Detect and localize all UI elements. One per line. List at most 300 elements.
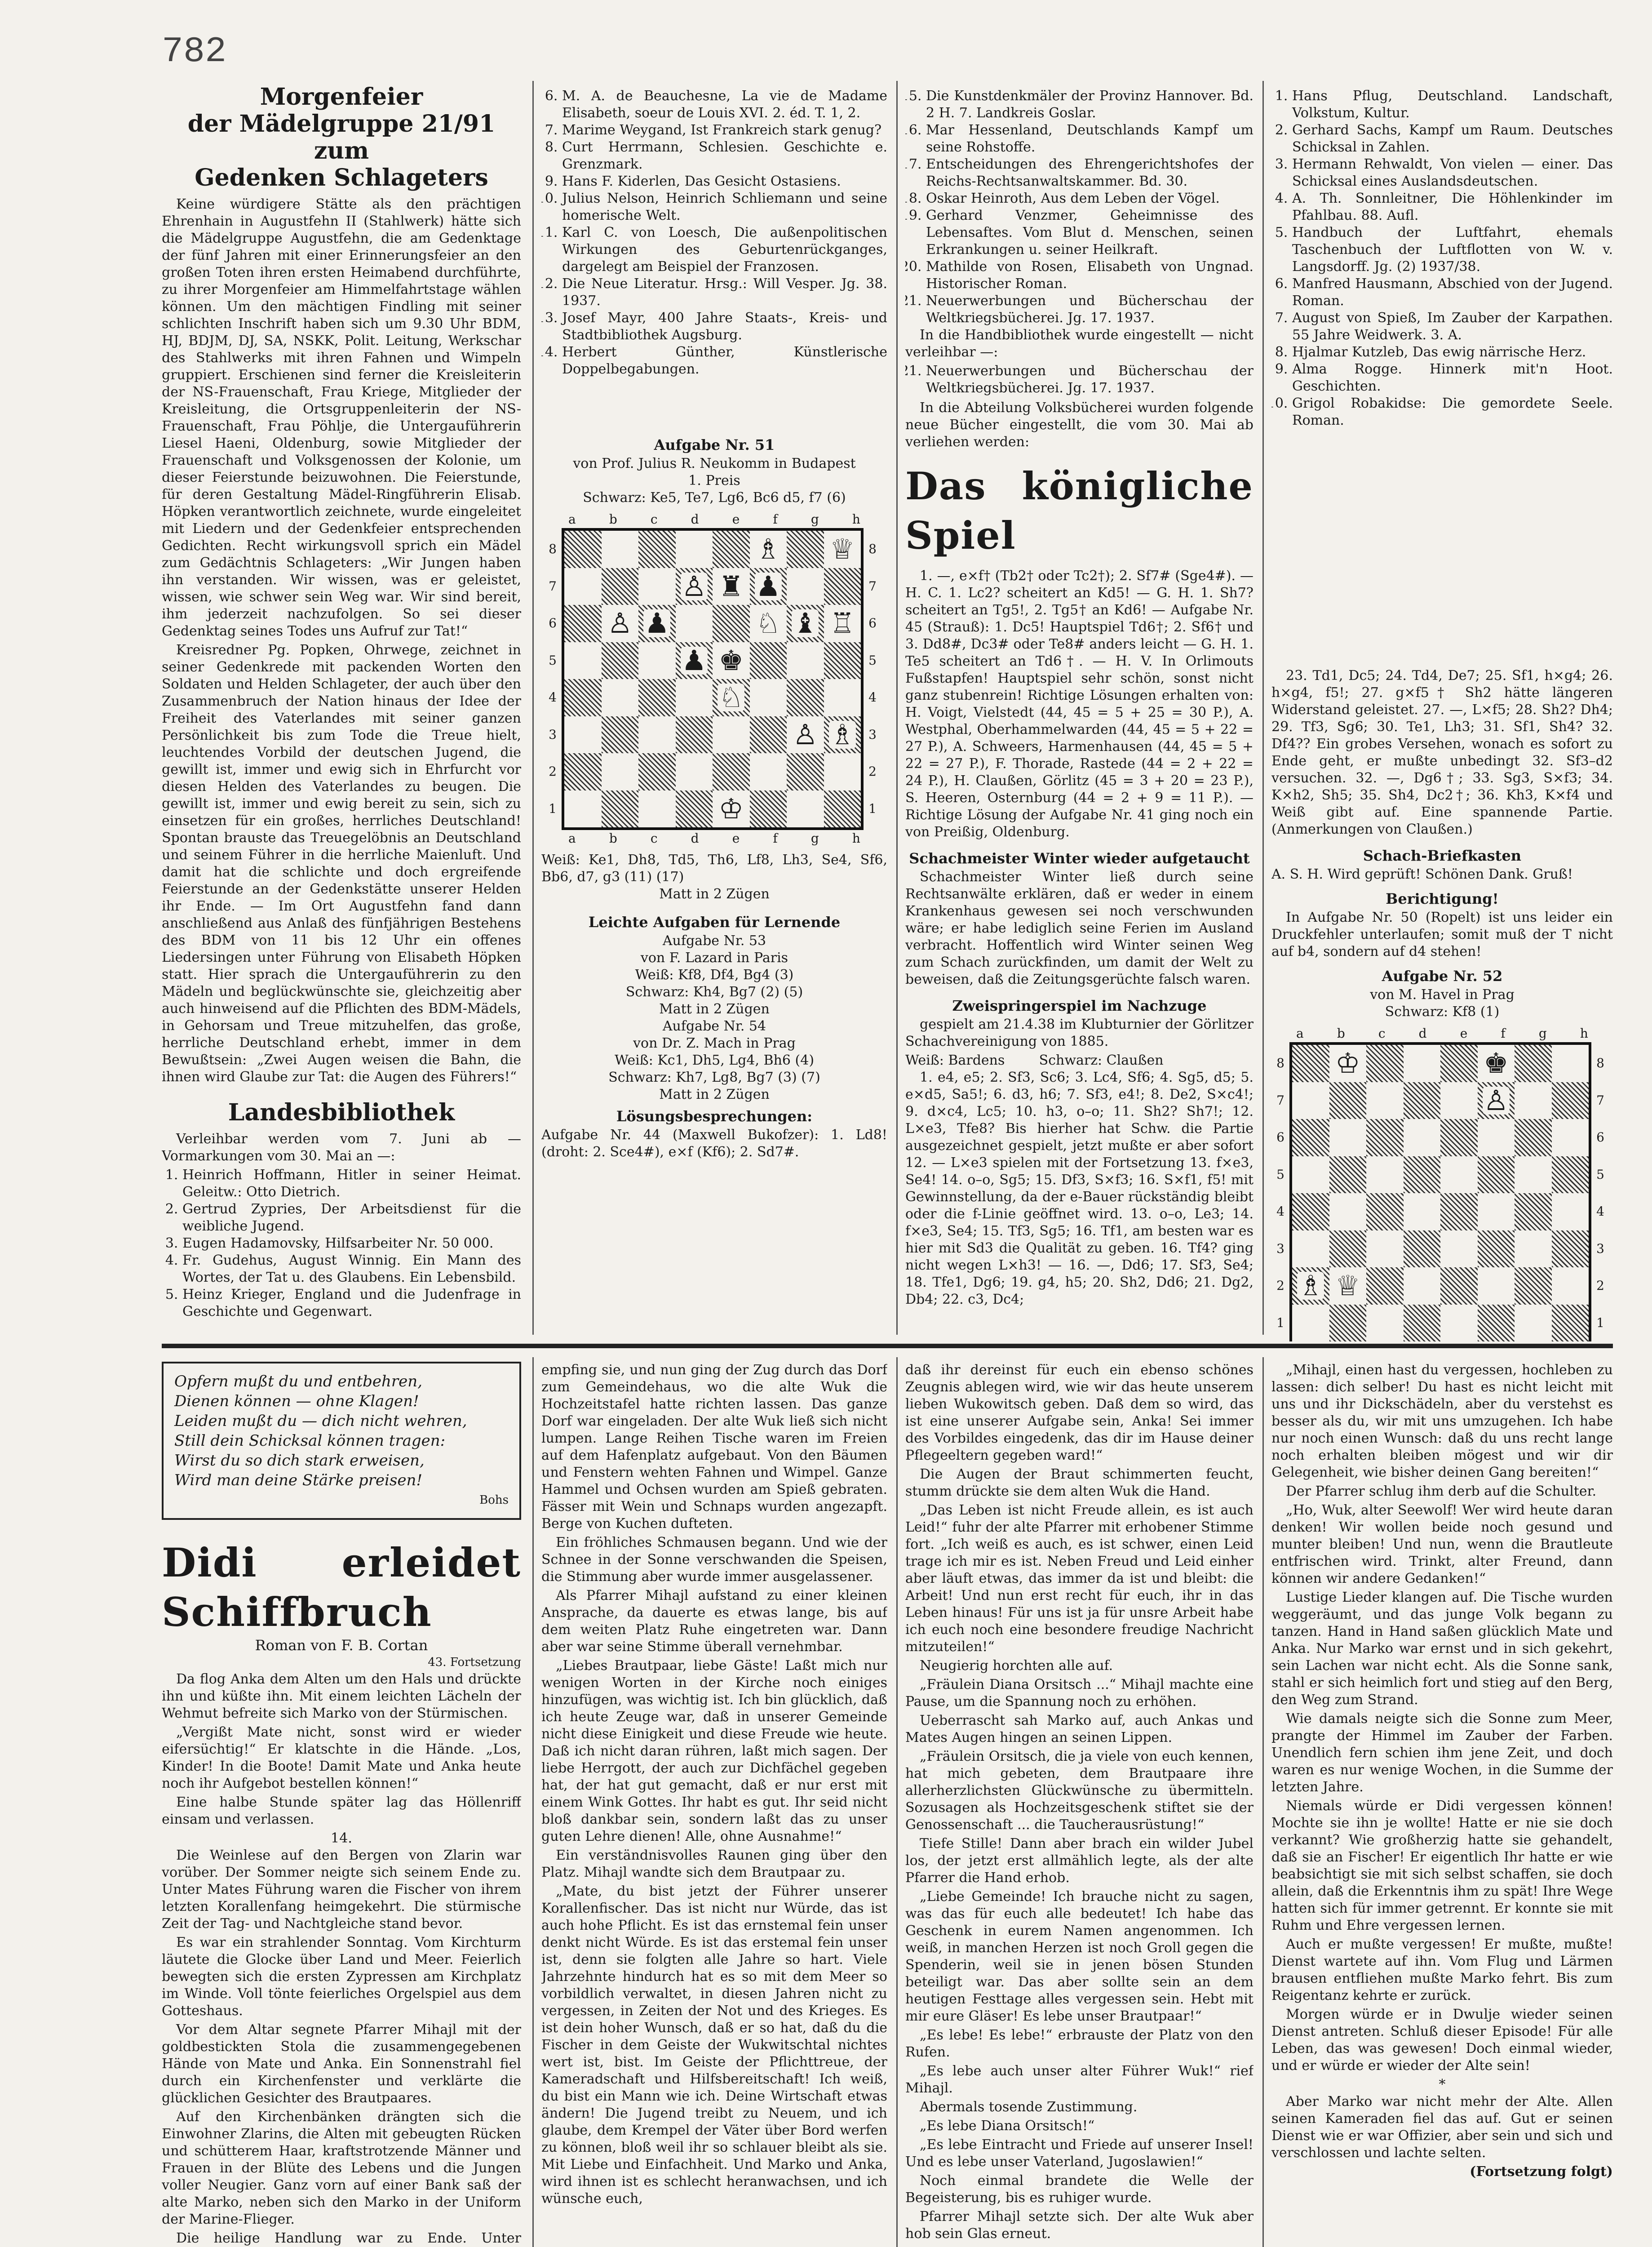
board-square-d1 [676, 790, 713, 828]
board-square-c1 [1366, 1305, 1404, 1342]
article-paragraph: Keine würdigere Stätte als den prächtigen Ehrenhain in Augustfehn II (Stahlwerk) hätte sich die Mädelgruppe Augustfehn, die am Gedenktage der fünf Jahren mit einer Erinnerungsfeier an den großen Toten ihren ersten Heimabend durchführte, zu ihrer Morgenfeier am Himmelfahrtstage wählen können. Um den mächtigen Findling mit seiner schlichten Inschrift haben sich um 9.30 Uhr BDM, HJ, BDJM, DJ, SA, NSKK, Polit. Leitung, Werkschar des Stahlwerks mit ihren Fahnen und Wimpeln gruppiert. Erschienen sind ferner die Kreisleiterin der NS-Frauenschaft, Frau Kriege, Mitglieder der Kreisleitung, die Ortsgruppenleiterin der NS-Frauenschaft, Frau Pöhlje, die Untergauführerin Liesel Haeni, Oldenburg, sowie Mitglieder der Frauenschaft und Volksgenossen der Kolonie, um dieser Feierstunde beizuwohnen. Die Feierstunde, für deren Gestaltung Mädel-Ringführerin Elisab. Höpken verantwortlich zeichnete, wurde eingeleitet mit Liedern und der Gedenkfeier entsprechenden Gedichten. Recht wirkungsvoll sprich ein Mädel zum Gedächtnis Schlageters: „Wir Jungen haben ihn verstanden. Wir wissen, was er geleistet, wissen, wie schwer sein Weg war. Wir sind bereit, ihm jederzeit nachzufolgen. So sei dieser Gedenktag seines Todes uns Aufruf zur Tat!“ [162, 196, 521, 639]
board-square-b6 [602, 605, 639, 642]
column-divider [896, 1357, 898, 2247]
board-square-g4 [1515, 1193, 1552, 1230]
board-square-d3 [676, 716, 713, 754]
board-square-f2 [750, 753, 787, 790]
column-divider [1262, 1357, 1264, 2247]
library-intro: Verleihbar werden vom 7. Juni ab — Vormarkungen vom 30. Mai an —: [162, 1131, 521, 1164]
problem-task: Matt in 2 Zügen [659, 886, 770, 902]
column-divider [532, 1357, 534, 2247]
novel-paragraph: Ein fröhliches Schmausen begann. Und wie der Schnee in der Sonne verschwanden die Speisen, die Stimmung aber wurde immer ausgelassener. [541, 1535, 887, 1585]
problem-title: Aufgabe Nr. 52 [1382, 968, 1503, 985]
board-square-h3 [824, 716, 861, 754]
board-square-f5 [1478, 1156, 1515, 1194]
novel-paragraph: „Fräulein Orsitsch, die ja viele von euch kennen, hat mich gebeten, dem Brautpaare ihre allerherzlichsten Glückwünsche zu übermitteln. Sozusagen als Hochzeitsgeschenk stiftet sie der Genossenschaft ... die Taucherausrüstung!“ [905, 1749, 1253, 1833]
list-item: 7. Marime Weygand, Ist Frankreich stark genug? [562, 122, 887, 139]
board-square-h2 [1552, 1267, 1589, 1305]
board-square-a6 [564, 605, 602, 642]
article-headline [162, 84, 521, 191]
problem-title: Aufgabe Nr. 51 [654, 436, 775, 453]
headline-line: der Mädelgruppe 21/91 zum [187, 110, 496, 164]
novel-column-3 [905, 1362, 1253, 2247]
board-square-c5 [1366, 1156, 1404, 1194]
novel-column-1 [162, 1362, 521, 2247]
board-square-g6 [787, 605, 824, 642]
board-square-g2 [787, 753, 824, 790]
winter-headline: Schachmeister Winter wieder aufgetaucht [909, 850, 1250, 867]
board-square-a2 [564, 753, 602, 790]
novel-paragraph: Es war ein strahlender Sonntag. Vom Kirchturm läutete die Glocke über Land und Meer. Feierlich bewegten sich die ersten Zypressen am Kirchplatz im Winde. Voll tönte feierliches Orgelspiel aus dem Gotteshaus. [162, 1935, 521, 2019]
board-square-g1 [1515, 1305, 1552, 1342]
novel-paragraph: „Ho, Wuk, alter Seewolf! Wer wird heute daran denken! Wir wollen beide noch gesund und munter bleiben! Und nun, wenn die Brautleute entfrischen wird. Trinkt, alter Freund, dann können wir andere Gedanken!“ [1271, 1502, 1613, 1586]
board-square-e7 [713, 568, 750, 605]
novel-paragraph: Vor dem Altar segnete Pfarrer Mihajl mit der goldbestickten Stola die zusammengegebenen Hände von Mate und Anka. Ein Sonnenstrahl fiel durch ein Kirchenfenster und verklärte die glücklichen Gesichter des Brautpaares. [162, 2022, 521, 2106]
board-square-c8 [638, 531, 676, 568]
novel-column-4 [1271, 1362, 1613, 2247]
poem-line: Leiden mußt du — dich nicht wehren, [174, 1412, 467, 1430]
novel-paragraph: „Fräulein Diana Orsitsch ...“ Mihajl machte eine Pause, um die Spannung noch zu erhöhen. [905, 1677, 1253, 1710]
board-square-b1 [602, 790, 639, 828]
board-square-h6 [824, 605, 861, 642]
problem-prize: 1. Preis [688, 473, 740, 488]
novel-paragraph: Auch er mußte vergessen! Er mußte, mußte! Dienst wartete auf ihn. Vom Flug und Lärmen brausen entfliehen mußte Marko fehrt. Bis zum Reigentanz kehrte er zurück. [1271, 1936, 1613, 2003]
list-item: 3. Eugen Hadamovsky, Hilfsarbeiter Nr. 50 000. [182, 1235, 521, 1252]
board-square-f7 [1478, 1082, 1515, 1119]
board-square-b6 [1329, 1119, 1367, 1156]
chess-piece-icon: ♙ [607, 607, 633, 640]
chess-piece-icon: ♖ [829, 607, 855, 640]
board-square-h2 [824, 753, 861, 790]
board-square-h1 [1552, 1305, 1589, 1342]
board-square-a5 [564, 642, 602, 679]
board-square-h7 [1552, 1082, 1589, 1119]
board-square-c7 [1366, 1082, 1404, 1119]
board-square-h5 [1552, 1156, 1589, 1194]
board-square-h6 [1552, 1119, 1589, 1156]
novel-paragraph: „Vergißt Mate nicht, sonst wird er wieder eifersüchtig!“ Er klatschte in die Hände. „Los, Kinder! In die Boote! Damit Mate und Anka heute noch ihr Aufgebot bestellen können!“ [162, 1724, 521, 1791]
board-square-h5 [824, 642, 861, 679]
board-square-g8 [1515, 1045, 1552, 1082]
novel-paragraph: „Es lebe Diana Orsitsch!“ [920, 2118, 1095, 2134]
board-square-g4 [787, 679, 824, 716]
board-square-a8 [564, 531, 602, 568]
board-square-c7 [638, 568, 676, 605]
board-file-labels: a b c d e f g h [1296, 1026, 1588, 1041]
solutions-title: Lösungsbesprechungen: [616, 1108, 813, 1125]
board-square-e6 [713, 605, 750, 642]
board-square-f1 [1478, 1305, 1515, 1342]
board-square-f8 [750, 531, 787, 568]
board-square-a5 [1292, 1156, 1329, 1194]
board-square-b8 [602, 531, 639, 568]
novel-paragraph: Die Augen der Braut schimmerten feucht, stumm drückte sie dem alten Wuk die Hand. [905, 1466, 1253, 1499]
board-square-e7 [1440, 1082, 1478, 1119]
board-square-b7 [1329, 1082, 1367, 1119]
board-square-f2 [1478, 1267, 1515, 1305]
chess-piece-icon: ♗ [1298, 1269, 1324, 1302]
column-divider [532, 81, 534, 1335]
list-item: 3. Hermann Rehwaldt, Von vielen — einer. Das Schicksal eines Auslandsdeutschen. [1292, 156, 1613, 190]
board-square-d7 [676, 568, 713, 605]
novel-paragraph: Neugierig horchten alle auf. [920, 1658, 1113, 1674]
board-square-h7 [824, 568, 861, 605]
novel-paragraph: Noch einmal brandete die Welle der Begeisterung, bis es ruhiger wurde. [905, 2173, 1253, 2206]
board-square-c6 [1366, 1119, 1404, 1156]
list-item: 8. Hjalmar Kutzleb, Das ewig närrische Herz. [1292, 344, 1613, 361]
solutions-text: Aufgabe Nr. 44 (Maxwell Bukofzer): 1. Ld8! (droht: 2. Sce4#), e×f (Kf6); 2. Sd7#. [541, 1127, 887, 1160]
board-square-f4 [1478, 1193, 1515, 1230]
column-divider [896, 81, 898, 1335]
list-item: 18. Oskar Heinroth, Aus dem Leben der Vögel. [926, 190, 1253, 207]
board-square-e3 [713, 716, 750, 754]
board-square-e3 [1440, 1230, 1478, 1268]
mailbox-title: Schach-Briefkasten [1363, 847, 1522, 864]
column-4 [1271, 88, 1613, 1341]
novel-paragraph: Da flog Anka dem Alten um den Hals und drückte ihn und küßte ihn. Mit einem leichten Lächeln der Wehmut befreite sich Marko von der Stürmischen. [162, 1671, 521, 1721]
board-square-h8 [824, 531, 861, 568]
board-rank-labels: 8 7 6 5 4 3 2 1 [549, 542, 557, 816]
poem-line: Still dein Schicksal können tragen: [174, 1432, 446, 1450]
novel-paragraph: „Liebes Brautpaar, liebe Gäste! Laßt mich nur wenigen Worten in der Kirche noch einiges hinzufügen, was wichtig ist. Ich bin glücklich, daß ich heute Zeuge war, daß in unserer Gemeinde nicht diese Einigkeit und diese Freude wie heute. Daß ich nicht daran rühren, laßt mich sagen. Der liebe Herrgott, der auch zur Dichfächel gegeben hat, der hat gut gemacht, daß er nur erst mit einem Wink Gottes. Ihr habt es gut. Ihr seid nicht bloß dankbar sein, sondern laßt das zu unser guten Lehre dienen! Alle, ohne Ausnahme!“ [541, 1658, 887, 1844]
column-1 [162, 81, 521, 1339]
list-item: 13. Josef Mayr, 400 Jahre Staats-, Kreis- und Stadtbibliothek Augsburg. [562, 310, 887, 344]
list-item: 14. Herbert Günther, Künstlerische Doppelbegabungen. [562, 344, 887, 378]
novel-paragraph: Als Pfarrer Mihajl aufstand zu einer kleinen Ansprache, da dauerte es etwas lange, bis auf dem weiten Platz Ruhe eingetreten war. Dann aber war seine Stimme überall vernehmbar. [541, 1588, 887, 1655]
board-square-a3 [1292, 1230, 1329, 1268]
problem-black: Schwarz: Kf8 (1) [1385, 1004, 1500, 1020]
board-square-a7 [564, 568, 602, 605]
library-note: In die Abteilung Volksbücherei wurden folgende neue Bücher eingestellt, die vom 30. Mai ab verliehen werden: [905, 400, 1253, 450]
board-square-d6 [1404, 1119, 1441, 1156]
list-item: 1. Hans Pflug, Deutschland. Landschaft, Volkstum, Kultur. [1292, 88, 1613, 122]
board-square-a6 [1292, 1119, 1329, 1156]
board-square-d5 [1404, 1156, 1441, 1194]
board-square-c1 [638, 790, 676, 828]
board-square-f8 [1478, 1045, 1515, 1082]
list-item: 1. Heinrich Hoffmann, Hitler in seiner Heimat. Geleitw.: Otto Dietrich. [182, 1167, 521, 1201]
board-square-b7 [602, 568, 639, 605]
board-square-d1 [1404, 1305, 1441, 1342]
board-square-c8 [1366, 1045, 1404, 1082]
board-file-labels: a b c d e f g h [568, 831, 860, 846]
list-item: 17. Entscheidungen des Ehrengerichtshofes der Reichs-Rechtsanwaltskammer. Bd. 30. [926, 156, 1253, 190]
board-square-b3 [602, 716, 639, 754]
list-item: 4. A. Th. Sonnleitner, Die Höhlenkinder im Pfahlbau. 88. Aufl. [1292, 190, 1613, 224]
board-square-b5 [602, 642, 639, 679]
problem-line: Weiß: Kc1, Dh5, Lg4, Bh6 (4) [614, 1052, 815, 1068]
board-square-h1 [824, 790, 861, 828]
board-square-d4 [1404, 1193, 1441, 1230]
chess-piece-icon: ♟ [681, 644, 707, 677]
board-square-a2 [1292, 1267, 1329, 1305]
chess-piece-icon: ♘ [718, 681, 744, 714]
library-headline: Landesbibliothek [228, 1099, 455, 1126]
board-square-e4 [1440, 1193, 1478, 1230]
headline-line: Gedenken Schlageters [195, 164, 488, 191]
novel-paragraph: Der Pfarrer schlug ihm derb auf die Schulter. [1286, 1483, 1597, 1499]
list-item: 6. Manfred Hausmann, Abschied von der Jugend. Roman. [1292, 275, 1613, 310]
board-square-g1 [787, 790, 824, 828]
board-square-d8 [676, 531, 713, 568]
chess-piece-icon: ♙ [1483, 1084, 1509, 1117]
chapter-number: 14. [331, 1830, 352, 1846]
library-list [162, 1167, 521, 1320]
library-list [1271, 88, 1613, 429]
board-square-f6 [1478, 1119, 1515, 1156]
list-item: 21. Neuerwerbungen und Bücherschau der Weltkriegsbücherei. Jg. 17. 1937. [926, 363, 1253, 397]
page-number: 782 [162, 31, 227, 72]
chess-piece-icon: ♝ [793, 607, 818, 640]
chess-piece-icon: ♗ [829, 718, 855, 751]
problem-53 [541, 933, 887, 1018]
board-square-f6 [750, 605, 787, 642]
board-rank-labels: 8 7 6 5 4 3 2 1 [1276, 1056, 1284, 1330]
list-item: 15. Die Kunstdenkmäler der Provinz Hannover. Bd. 2 H. 7. Landkreis Goslar. [926, 88, 1253, 122]
novel-paragraph: „Es lebe! Es lebe!“ erbrauste der Platz von den Rufen. [905, 2027, 1253, 2060]
poem-line: Dienen können — ohne Klagen! [174, 1392, 419, 1410]
poem-author: Bohs [479, 1493, 509, 1507]
list-item: 2. Gertrud Zypries, Der Arbeitsdienst für die weibliche Jugend. [182, 1201, 521, 1235]
board-square-d4 [676, 679, 713, 716]
chess-piece-icon: ♚ [718, 644, 744, 677]
board-square-c2 [1366, 1267, 1404, 1305]
library-note: In die Handbibliothek wurde eingestellt — nicht verleihbar —: [905, 327, 1253, 360]
board-square-a4 [564, 679, 602, 716]
board-square-b5 [1329, 1156, 1367, 1194]
list-item: 21. Neuerwerbungen und Bücherschau der Weltkriegsbücherei. Jg. 17. 1937. [926, 293, 1253, 327]
headline-line: Morgenfeier [260, 83, 423, 111]
novel-paragraph: Eine halbe Stunde später lag das Höllenriff einsam und verlassen. [162, 1794, 521, 1827]
library-list [905, 88, 1253, 327]
board-square-f3 [750, 716, 787, 754]
novel-paragraph: „Es lebe Eintracht und Friede auf unserer Insel! Und es lebe unser Vaterland, Jugoslawien!“ [905, 2137, 1253, 2170]
problem-line: Aufgabe Nr. 54 [662, 1018, 766, 1034]
chess-piece-icon: ♟ [755, 569, 781, 603]
board-square-a1 [564, 790, 602, 828]
board-square-e6 [1440, 1119, 1478, 1156]
board-square-a7 [1292, 1082, 1329, 1119]
column-2 [541, 88, 887, 1341]
problem-line: Schwarz: Kh7, Lg8, Bg7 (3) (7) [608, 1070, 820, 1085]
novel-paragraph: Wie damals neigte sich die Sonne zum Meer, prangte der Himmel im Zauber der Farben. Unendlich fern schien ihm jene Zeit, und doch waren es nur wenige Wochen, in die Summe der letzten Jahre. [1271, 1711, 1613, 1795]
section-break: * [1439, 2077, 1446, 2092]
board-square-c6 [638, 605, 676, 642]
board-rank-labels: 8 7 6 5 4 3 2 1 [1596, 1056, 1604, 1330]
poem-line: Wird man deine Stärke preisen! [174, 1471, 423, 1489]
list-item: 4. Fr. Gudehus, August Winnig. Ein Mann des Wortes, der Tat u. des Glaubens. Ein Lebensbild. [182, 1252, 521, 1286]
board-square-g6 [1515, 1119, 1552, 1156]
board-square-e2 [1440, 1267, 1478, 1305]
board-square-a8 [1292, 1045, 1329, 1082]
board-square-c5 [638, 642, 676, 679]
board-square-h4 [824, 679, 861, 716]
novel-paragraph: „Mate, du bist jetzt der Führer unserer Korallenfischer. Das ist nicht nur Würde, das ist auch hohe Pflicht. Es ist das ernstemal fein unser denkt nicht Würde. Es ist das erstemal fein unser ist, denn sie folgten alle Jahre so hart. Viele Jahrzehnte hindurch hat es so mit dem Meer so vorbildlich verwaltet, in diesen Jahren nicht zu vergessen, in Zeiten der Not und des Krieges. Es ist dein hoher Wunsch, daß er so hat, daß du die Fischer in dem Geiste der Wukwitschtal nichtes wert ist, bist. Im Geiste der Pflichttreue, der Kameradschaft und Hilfsbereitschaft! Ich weiß, du bist ein Mann wie ich. Deine Wirtschaft etwas ändern! Die Jugend treibt zu Neuem, und ich glaube, dem Krempel der Väter über Bord werfen zu können, bloß weil ihr so schlauer bleibt als sie. Mit Liebe und Einfachheit. Und Marko und Anka, wird ihnen ist es schlecht heranwachsen, und ich wünsche euch, [541, 1883, 887, 2207]
board-square-c3 [638, 716, 676, 754]
novel-paragraph: Ueberrascht sah Marko auf, auch Ankas und Mates Augen hingen an seinen Lippen. [905, 1713, 1253, 1745]
problem-54 [541, 1018, 887, 1103]
novel-paragraph: Aber Marko war nicht mehr der Alte. Allen seinen Kameraden fiel das auf. Gut er seinen Dienst wie er war Offizier, aber sein und sich und verschlossen und lachte selten. [1271, 2094, 1613, 2161]
list-item: 10. Grigol Robakidse: Die gemordete Seele. Roman. [1292, 395, 1613, 429]
board-file-labels: a b c d e f g h [568, 512, 860, 527]
mailbox-text: A. S. H. Wird geprüft! Schönen Dank. Gruß! [1271, 866, 1573, 882]
novel-paragraph: Die Weinlese auf den Bergen von Zlarin war vorüber. Der Sommer neigte sich seinem Ende zu. Unter Mates Führung waren die Fischer von ihrem letzten Korallenfang heimgekehrt. Die stürmische Zeit der Tag- und Nachtgleiche stand bevor. [162, 1847, 521, 1932]
section-divider [162, 1344, 1613, 1348]
board-square-b2 [1329, 1267, 1367, 1305]
list-item: 5. Heinz Krieger, England und die Judenfrage in Geschichte und Gegenwart. [182, 1286, 521, 1320]
novel-paragraph: Abermals tosende Zustimmung. [920, 2099, 1138, 2115]
library-list [905, 363, 1253, 397]
board-rank-labels: 8 7 6 5 4 3 2 1 [868, 542, 877, 816]
board-square-a1 [1292, 1305, 1329, 1342]
board-square-g5 [787, 642, 824, 679]
chess-piece-icon: ♘ [755, 607, 781, 640]
board-square-b4 [602, 679, 639, 716]
novel-paragraph: Lustige Lieder klangen auf. Die Tische wurden weggeräumt, und das junge Volk begann zu tanzen. Hand in Hand saßen glücklich Mate und Anka. Nur Marko war ernst und in sich gekehrt, sein Lachen war nicht echt. Als die Sonne sank, stahl er sich heimlich fort und stieg auf den Berg, den Weg zum Strand. [1271, 1590, 1613, 1708]
list-item: 16. Mar Hessenland, Deutschlands Kampf um seine Rohstoffe. [926, 122, 1253, 156]
board-square-e1 [1440, 1305, 1478, 1342]
chess-piece-icon: ♙ [681, 569, 707, 603]
chess-board-52 [1271, 1025, 1613, 1341]
board-square-e8 [1440, 1045, 1478, 1082]
list-item: 5. Handbuch der Luftfahrt, ehemals Taschenbuch der Luftflotten von W. v. Langsdorff. Jg. (2) 1937/38. [1292, 224, 1613, 275]
problem-line: Aufgabe Nr. 53 [662, 933, 766, 949]
problem-black: Schwarz: Ke5, Te7, Lg6, Bc6 d5, f7 (6) [583, 490, 846, 506]
poem-line: Wirst du so dich stark erweisen, [174, 1452, 425, 1470]
chess-piece-icon: ♟ [644, 607, 670, 640]
poem-box [162, 1362, 521, 1520]
board-square-d6 [676, 605, 713, 642]
board-square-e2 [713, 753, 750, 790]
board-square-f1 [750, 790, 787, 828]
board-square-f7 [750, 568, 787, 605]
chess-board [1289, 1042, 1591, 1341]
problem-author: von Prof. Julius R. Neukomm in Budapest [573, 456, 856, 471]
poem-line: Opfern mußt du und entbehren, [174, 1372, 423, 1390]
board-square-a3 [564, 716, 602, 754]
board-square-e5 [713, 642, 750, 679]
novel-paragraph: empfing sie, und nun ging der Zug durch das Dorf zum Gemeindehaus, wo die alte Wuk die Hochzeitstafel hatte richten lassen. Das ganze Dorf war eingeladen. Der alte Wuk ließ sich nicht lumpen. Lange Reihen Tische waren im Freien auf dem Hafenplatz aufgebaut. Von den Bäumen und Fenstern wehten Fahnen und Wimpel. Ganze Hammel und Ochsen wurden am Spieß gebraten. Fässer mit Wein und Schnaps wurden angezapft. Berge von Kuchen dufteten. [541, 1362, 887, 1532]
novel-paragraph: Auf den Kirchenbänken drängten sich die Einwohner Zlarins, die Alten mit gebeugten Rücken und schütterem Haar, kraftstrotzende Männer und Frauen in der Blüte des Lebens und die Jungen voller Neugier. Ganz vorn auf einer Bank saß der alte Marko, neben sich den Marko in der Uniform der Marine-Flieger. [162, 2109, 521, 2227]
novel-paragraph: „Das Leben ist nicht Freude allein, es ist auch Leid!“ fuhr der alte Pfarrer mit erhobener Stimme fort. „Ich weiß es auch, es ist schwer, einen Leid trage ich mir es ist. Neben Freud und Leid einher aber läuft etwas, das immer da ist und bleibt: die Arbeit! Und nun erst recht für euch, ihr in das Leben hinaus! Für uns ist ja für unsre Arbeit habe ich euch noch eine besondere freudige Nachricht mitzuteilen!“ [905, 1502, 1253, 1655]
game-players: Weiß: Bardens Schwarz: Claußen [905, 1052, 1164, 1068]
problem-line: Matt in 2 Zügen [659, 1087, 770, 1102]
list-item: 7. August von Spieß, Im Zauber der Karpathen. 55 Jahre Weidwerk. 3. A. [1292, 310, 1613, 344]
novel-paragraph: „Es lebe auch unser alter Führer Wuk!“ rief Mihajl. [905, 2063, 1253, 2096]
problem-line: Matt in 2 Zügen [659, 1001, 770, 1017]
list-item: 20. Mathilde von Rosen, Elisabeth von Ungnad. Historischer Roman. [926, 258, 1253, 293]
chess-piece-icon: ♔ [1335, 1047, 1360, 1080]
chess-game-continuation: 23. Td1, Dc5; 24. Td4, De7; 25. Sf1, h×g4; 26. h×g4, f5!; 27. g×f5† Sh2 hätte längeren Widerstand geleistet. 27. —, L×f5; 28. Sh2? Dh4; 29. Tf3, Sg6; 30. Te1, Lh3; 31. Sf1, Sh4? 32. Df4?? Ein grobes Versehen, wonach es sofort zu Ende geht, er mußte unbedingt 32. Sf3–d2 versuchen. 32. —, Dg6†; 33. Sg3, S×f3; 34. K×h2, Sh5; 35. Sh4, Dc2†; 36. Kh3, K×f4 und Weiß gibt auf. Eine spannende Partie. (Anmerkungen von Claußen.) [1271, 668, 1613, 837]
chess-piece-icon: ♚ [1483, 1047, 1509, 1080]
game-moves: 1. e4, e5; 2. Sf3, Sc6; 3. Lc4, Sf6; 4. Sg5, d5; 5. e×d5, Sa5!; 6. d3, h6; 7. Sf3, e4!; 8. De2, S×c4!; 9. d×c4, Lc5; 10. h3, o–o; 11. Sh2? Sh7!; 12. L×e3, Tfe8? Bis hierher hat Schw. die Partie ausgezeichnet gespielt, jetzt mußte er aber sofort 12. — L×e3 spielen mit der Fortsetzung 13. f×e3, Se4! 14. o–o, Sg5; 15. Df3, S×f3; 16. S×f1, f5! mit Gewinnstellung, da der e-Bauer rückständig bleibt oder die f-Linie geöffnet wird. 13. o–o, Le3; 14. f×e3, Se4; 15. Tf3, Sg5; 16. Tf1, am besten war es hier mit Sd3 die Qualität zu geben. 16. Tf4? ging nicht wegen L×h3! — 16. —, Dd6; 17. Sf3, Se4; 18. Tfe1, Dg6; 19. g4, h5; 20. Sh2, Dd6; 21. Dg2, Db4; 22. c3, Dc4; [905, 1070, 1253, 1307]
novel-paragraph: Ein verständnisvolles Raunen ging über den Platz. Mihajl wandte sich dem Brautpaar zu. [541, 1847, 887, 1880]
problem-line: Weiß: Kf8, Df4, Bg4 (3) [635, 967, 794, 983]
list-item: 11. Karl C. von Loesch, Die außenpolitischen Wirkungen des Geburtenrückganges, dargelegt am Beispiel der Franzosen. [562, 224, 887, 275]
novel-continuation: 43. Fortsetzung [428, 1656, 521, 1669]
novel-paragraph: Morgen würde er in Dwulje wieder seinen Dienst antreten. Schluß dieser Episode! Für alle Leben, das was gewesen! Doch einmal wieder, und er würde er wieder der Alte sein! [1271, 2007, 1613, 2074]
chess-piece-icon: ♗ [755, 533, 781, 566]
list-item: 19. Gerhard Venzmer, Geheimnisse des Lebensaftes. Vom Blut d. Menschen, seinen Erkrankungen u. seiner Heilkraft. [926, 207, 1253, 258]
column-divider [1262, 81, 1264, 1335]
problem-line: Schwarz: Kh4, Bg7 (2) (5) [625, 984, 803, 1000]
board-square-d7 [1404, 1082, 1441, 1119]
board-square-b1 [1329, 1305, 1367, 1342]
board-square-g8 [787, 531, 824, 568]
novel-paragraph: „Liebe Gemeinde! Ich brauche nicht zu sagen, was das für euch alle bedeutet! Ich habe das Geschenk in eurem Namen angenommen. Ich weiß, in manchen Herzen ist noch Groll gegen die Spenderin, weil sie in jenen bösen Stunden beteiligt war. Das aber sollte sein an dem heutigen Festtage alles vergessen sein. Hebt mit mir eure Gläser! Es lebe unser Brautpaar!“ [905, 1889, 1253, 2024]
board-square-g5 [1515, 1156, 1552, 1194]
list-item: 2. Gerhard Sachs, Kampf um Raum. Deutsches Schicksal in Zahlen. [1292, 122, 1613, 156]
list-item: 9. Alma Rogge. Hinnerk mit'n Hoot. Geschichten. [1292, 361, 1613, 395]
board-square-d2 [1404, 1267, 1441, 1305]
novel-byline: Roman von F. B. Cortan [255, 1637, 428, 1654]
chess-piece-icon: ♕ [829, 533, 855, 566]
novel-paragraph: Tiefe Stille! Dann aber brach ein wilder Jubel los, der jetzt erst allmählich legte, als der alte Pfarrer die Hand erhob. [905, 1836, 1253, 1886]
board-square-g7 [1515, 1082, 1552, 1119]
library-list [541, 88, 887, 378]
novel-paragraph: „Mihajl, einen hast du vergessen, hochleben zu lassen: dich selber! Du hast es nicht leicht mit uns und ihr Dickschädeln, aber du verstehst es besser als du, wir mit uns umzugehen. Ich habe nur noch einen Wunsch: daß du uns recht lange noch erhalten bleiben mögest und wir dir Gelegenheit, wie bisher deinen Gang bereiten!“ [1271, 1362, 1613, 1480]
board-square-h3 [1552, 1230, 1589, 1268]
board-square-h4 [1552, 1193, 1589, 1230]
article-paragraph: Kreisredner Pg. Popken, Ohrwege, zeichnet in seiner Gedenkrede mit packenden Worten den Soldaten und Helden Schlageter, der auch über den Zusammenbruch der Nation hinaus der Idee der Freiheit des Vaterlandes mit seiner ganzen Persönlichkeit bis zum Tode die Treue hielt, leuchtendes Vorbild der deutschen Jugend, die gewillt ist, immer und ewig sich in Ehrfurcht vor diesen Helden des Vaterlandes zu beugen. Die gewillt ist, immer und ewig bereit zu sein, sich zu einsetzen für ein großes, herrliches Deutschland! Spontan brauste das Treuegelöbnis an Deutschland und seinem Führer in die herrliche Maienluft. Und damit hat die schlichte und doch ergreifende Feierstunde an der Gedenkstätte unserer Helden ihr Ende. — Im Ort Augustfehn fand dann anschließend aus Anlaß des fünfjährigen Bestehens des BDM von 11 bis 12 Uhr ein offenes Liedersingen unter Führung von Elisabeth Höpken statt. Hier sprach die Untergauführerin zu den Mädeln und beglückwünschte sie, gleichzeitig aber auch hinweisend auf die Pflichten des BDM-Mädels, in Gehorsam und Treue mitzuhelfen, das große, herrliche Deutschland erhebt, immer in dem Bewußtsein: „Zwei Augen weisen die Bahn, die ihnen wird Glaube zur Tat: die Augen des Führers!“ [162, 642, 521, 1085]
chess-board [562, 528, 864, 830]
board-square-g3 [1515, 1230, 1552, 1268]
chess-board-51 [544, 511, 885, 847]
board-square-e4 [713, 679, 750, 716]
board-square-d3 [1404, 1230, 1441, 1268]
board-square-d2 [676, 753, 713, 790]
board-square-f3 [1478, 1230, 1515, 1268]
chess-piece-icon: ♔ [718, 792, 744, 825]
board-square-c4 [638, 679, 676, 716]
board-square-c4 [1366, 1193, 1404, 1230]
board-square-e5 [1440, 1156, 1478, 1194]
chess-piece-icon: ♕ [1335, 1269, 1360, 1302]
to-be-continued: (Fortsetzung folgt) [1470, 2164, 1613, 2180]
column-3 [905, 88, 1253, 1341]
correction-title: Berichtigung! [1386, 890, 1499, 907]
chess-piece-icon: ♙ [793, 718, 818, 751]
list-item: 8. Curt Herrmann, Schlesien. Geschichte e. Grenzmark. [562, 139, 887, 173]
list-item: 12. Die Neue Literatur. Hrsg.: Will Vesper. Jg. 38. 1937. [562, 275, 887, 310]
problem-white: Weiß: Ke1, Dh8, Td5, Th6, Lf8, Lh3, Se4, Sf6, Bb6, d7, g3 (11) (17) [541, 852, 887, 885]
board-square-f4 [750, 679, 787, 716]
problem-author: von M. Havel in Prag [1370, 987, 1515, 1003]
chess-solutions: 1. —, e×f† (Tb2† oder Tc2†); 2. Sf7# (Sge4#). — H. C. 1. Lc2? scheitert an Kd5! — G. H. 1. Sh7? scheitert an Tg5!, 2. Tg5† an Kd6! — Aufgabe Nr. 45 (Strauß): 1. Dc5! Hauptspiel Td6†; 2. Sf6† und 3. Dd8#, Dc3# oder Te8# anders leicht — G. H. 1. Te5 scheitert an Td6†. — H. V. In Orlimouts Fußstapfen! Hauptspiel sehr schön, sonst nicht ganz stubenrein! Richtige Lösungen erhalten von: H. Voigt, Vielstedt (44, 45 = 5 + 25 = 30 P.), A. Westphal, Oberhammelwarden (44, 45 = 5 + 22 = 27 P.), A. Schweers, Harmenhausen (44, 45 = 5 + 22 = 27 P.), F. Thorade, Rastede (44 = 2 + 22 = 24 P.), H. Claußen, Görlitz (45 = 3 + 20 = 23 P.), S. Heeren, Osternburg (44 = 2 + 9 = 11 P.). — Richtige Lösung der Aufgabe Nr. 41 ging noch ein von Preißig, Oldenburg. [905, 568, 1253, 840]
board-square-b8 [1329, 1045, 1367, 1082]
board-square-e8 [713, 531, 750, 568]
novel-title: Didi erleidet Schiffbruch [162, 1539, 521, 1635]
game-intro: gespielt am 21.4.38 im Klubturnier der Görlitzer Schachvereinigung von 1885. [905, 1017, 1253, 1049]
board-square-e1 [713, 790, 750, 828]
easy-problems-title: Leichte Aufgaben für Lernende [588, 914, 841, 931]
novel-column-2 [541, 1362, 887, 2247]
correction-text: In Aufgabe Nr. 50 (Ropelt) ist uns leider ein Druckfehler unterlaufen; somit muß der T nicht auf b4, sondern auf d4 stehen! [1271, 910, 1613, 959]
list-item: 9. Hans F. Kiderlen, Das Gesicht Ostasiens. [562, 173, 887, 190]
winter-text: Schachmeister Winter ließ durch seine Rechtsanwälte erklären, daß er weder in einem Krankenhaus gewesen sei noch verschwunden wäre; er habe lediglich seine Ferien im Ausland verbracht. Hoffentlich wird Winter seinen Weg zum Schach zurückfinden, um damit der Welt zu beweisen, daß die Zeitungsgerüchte falsch waren. [905, 869, 1253, 987]
list-item: 6. M. A. de Beauchesne, La vie de Madame Elisabeth, soeur de Louis XVI. 2. éd. T. 1, 2. [562, 88, 887, 122]
board-square-b4 [1329, 1193, 1367, 1230]
novel-paragraph: Niemals würde er Didi vergessen können! Mochte sie ihn je wollte! Hatte er nie sie doch verkannt? Wie großherzig hatte sie gehandelt, daß sie an Fischer! Er eigentlich Ihr hatte er wie beabsichtigt sie mit sich selbst schaffen, sie doch allein, daß die Erkenntnis ihm zu spät! Ihre Wege hatten sich für immer getrennt. Er konnte sie mit Ruhm und Ehre vergessen lernen. [1271, 1798, 1613, 1933]
chess-section-title: Das königliche Spiel [905, 464, 1253, 558]
problem-line: von Dr. Z. Mach in Prag [633, 1035, 796, 1051]
board-square-f5 [750, 642, 787, 679]
novel-paragraph: Die heilige Handlung war zu Ende. Unter [176, 2230, 521, 2246]
novel-paragraph: Pfarrer Mihajl setzte sich. Der alte Wuk aber hob sein Glas erneut. [905, 2209, 1253, 2242]
board-square-h8 [1552, 1045, 1589, 1082]
board-square-d8 [1404, 1045, 1441, 1082]
board-square-g2 [1515, 1267, 1552, 1305]
